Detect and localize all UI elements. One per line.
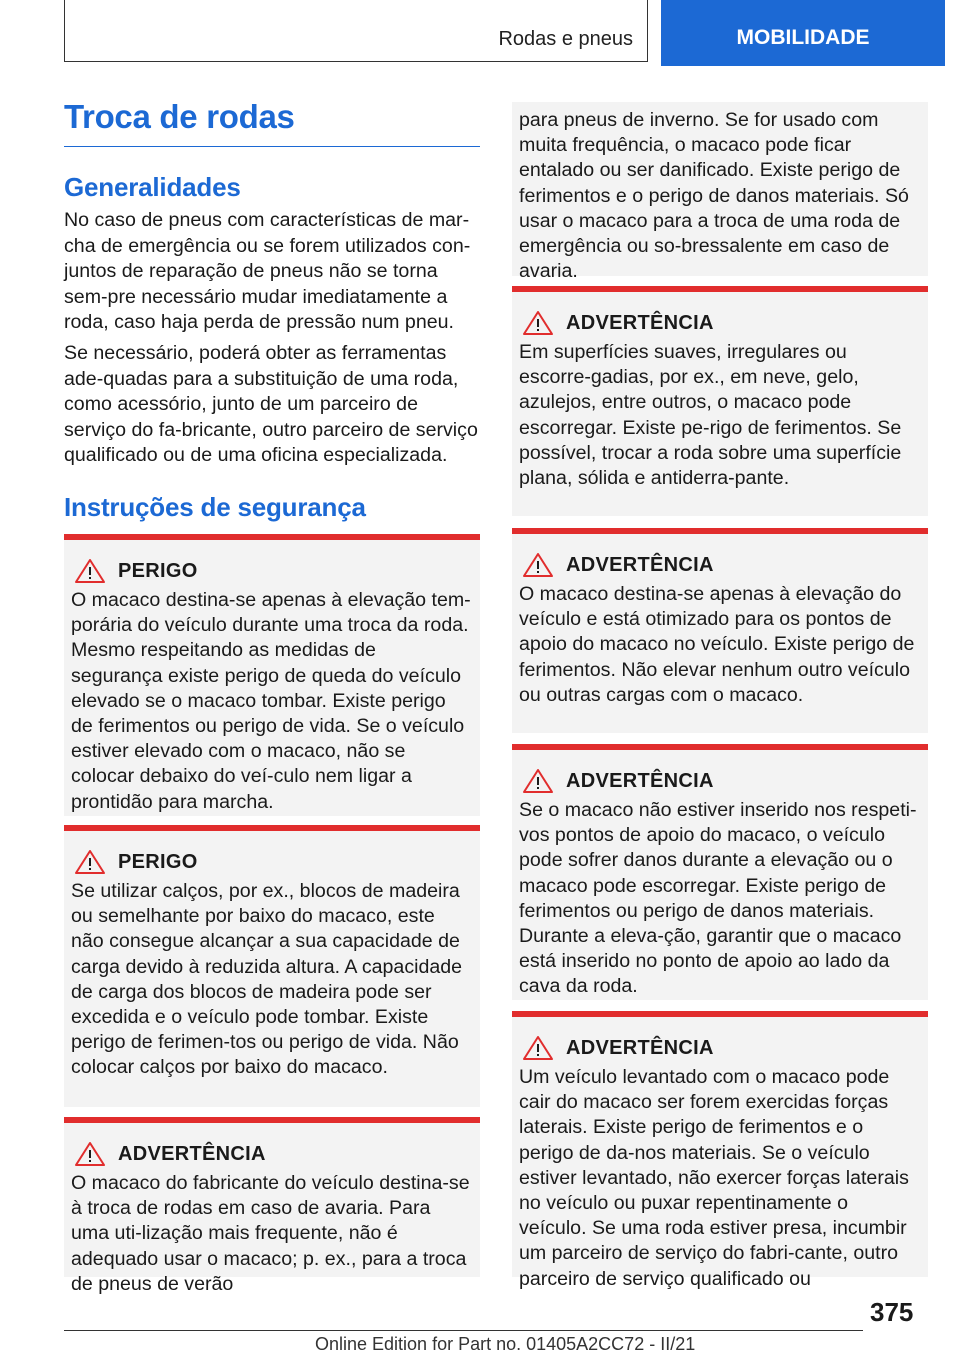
notice-header: [71, 556, 472, 586]
notice-label: PERIGO: [118, 559, 198, 582]
notice-header: [519, 766, 920, 796]
notice-header: [519, 550, 920, 580]
page-number: 375: [870, 1297, 914, 1327]
section-heading-generalidades: Generalidades: [64, 172, 241, 202]
notice-label: ADVERTÊNCIA: [566, 311, 714, 334]
notice-box-advertencia-5: [512, 1011, 928, 1290]
notice-label: ADVERTÊNCIA: [566, 769, 714, 792]
notice-box-advertencia-2: [512, 286, 928, 516]
title-divider: [64, 146, 480, 147]
chapter-tab[interactable]: [661, 0, 945, 66]
notice-text: O macaco do fabricante do veículo destina-se à troca de rodas em caso de avaria. Para uma uti-lização mais frequente, não é adequado usar o macaco; p. ex., para a troca de pneus de verão: [71, 1172, 470, 1295]
warning-triangle-icon: [74, 1141, 106, 1167]
notice-box-advertencia-1-continued: [512, 102, 928, 283]
notice-box-perigo-2: [64, 825, 480, 1107]
notice-text: Se utilizar calços, por ex., blocos de madeira ou semelhante por baixo do macaco, este não consegue alcançar a sua capacidade de carga devido à reduzida altura. A capacidade de carga dos blocos de madeira pode ser excedida e o veículo pode tombar. Existe perigo de ferimen-tos ou perigo de vida. Não colocar calços por baixo do macaco.: [71, 880, 463, 1079]
section-heading-seguranca: Instruções de segurança: [64, 492, 366, 522]
notice-text: O macaco destina-se apenas à elevação tem-porária do veículo durante uma troca da roda. Mesmo respeitando as medidas de segurança existe perigo de queda do veículo elevado se o macaco tombar. Existe perigo de ferimentos ou perigo de vida. Se o veículo estiver elevado com o macaco, não se colocar debaixo do veí-culo nem ligar a prontidão para marcha.: [71, 589, 471, 813]
notice-text: Em superfícies suaves, irregulares ou escorre-gadias, por ex., em neve, gelo, azulejos, entre outros, o macaco pode escorregar. Existe pe-rigo de ferimentos. Se possível, trocar a roda sobre uma superfície plana, sólida e antiderra-pante.: [519, 341, 902, 490]
header-section-title: Rodas e pneus: [498, 28, 633, 50]
notice-label: ADVERTÊNCIA: [566, 1036, 714, 1059]
notice-header: [71, 1139, 472, 1169]
warning-triangle-icon: [522, 310, 554, 336]
paragraph-generalidades-1: No caso de pneus com características de mar-cha de emergência ou se forem utilizados con-juntos de reparação de pneus não se torna sem-pre necessário mudar imediatamente a roda, caso haja perda de pressão num pneu.: [64, 209, 471, 333]
warning-triangle-icon: [522, 552, 554, 578]
notice-label: ADVERTÊNCIA: [118, 1142, 266, 1165]
notice-text: O macaco destina-se apenas à elevação do veículo e está otimizado para os pontos de apoio do macaco no veículo. Existe perigo de ferimentos. Não elevar nenhum outro veículo ou outras cargas com o macaco.: [519, 583, 915, 706]
notice-header: [71, 847, 472, 877]
warning-triangle-icon: [74, 849, 106, 875]
notice-header: [519, 308, 920, 338]
footer-edition-text: Online Edition for Part no. 01405A2CC72 - II/21: [315, 1334, 696, 1354]
warning-triangle-icon: [522, 1035, 554, 1061]
warning-triangle-icon: [522, 768, 554, 794]
warning-triangle-icon: [74, 558, 106, 584]
notice-header: [519, 1033, 920, 1063]
chapter-tab-label: MOBILIDADE: [736, 26, 870, 49]
paragraph-generalidades-2: Se necessário, poderá obter as ferramentas ade-quadas para a substituição de uma roda, como acessório, junto de um parceiro de serviço do fa-bricante, outro parceiro de serviço qualificado ou de uma oficina especializada.: [64, 342, 478, 466]
notice-box-perigo-1: [64, 534, 480, 816]
notice-text: para pneus de inverno. Se for usado com muita frequência, o macaco pode ficar entalado ou ser danificado. Existe perigo de ferimentos e o perigo de danos materiais. Só usar o macaco para a troca de uma roda de emergência ou so-bressalente em caso de avaria.: [519, 109, 909, 283]
notice-text: Um veículo levantado com o macaco pode cair do macaco ser forem exercidas forças laterais. Existe perigo de ferimentos e o perigo de da-nos materiais. Se o veículo estiver levantado, não exercer forças laterais no veículo ou puxar repentinamente o veículo. Se uma roda estiver presa, incumbir um parceiro de serviço do fabri-cante, outro parceiro de serviço qualificado ou: [519, 1066, 909, 1290]
header-frame: [64, 0, 648, 62]
notice-text: Se o macaco não estiver inserido nos respeti-vos pontos de apoio do macaco, o veículo pode sofrer danos durante a elevação ou o macaco pode escorregar. Existe perigo de ferimentos ou perigo de danos materiais. Durante a eleva-ção, garantir que o macaco está inserido no ponto de apoio ao lado da cava da roda.: [519, 799, 917, 998]
notice-label: PERIGO: [118, 850, 198, 873]
notice-box-advertencia-1: [64, 1117, 480, 1295]
page-title: Troca de rodas: [64, 98, 295, 135]
notice-box-advertencia-4: [512, 744, 928, 1000]
notice-box-advertencia-3: [512, 528, 928, 733]
footer-divider: [64, 1330, 863, 1331]
notice-label: ADVERTÊNCIA: [566, 553, 714, 576]
